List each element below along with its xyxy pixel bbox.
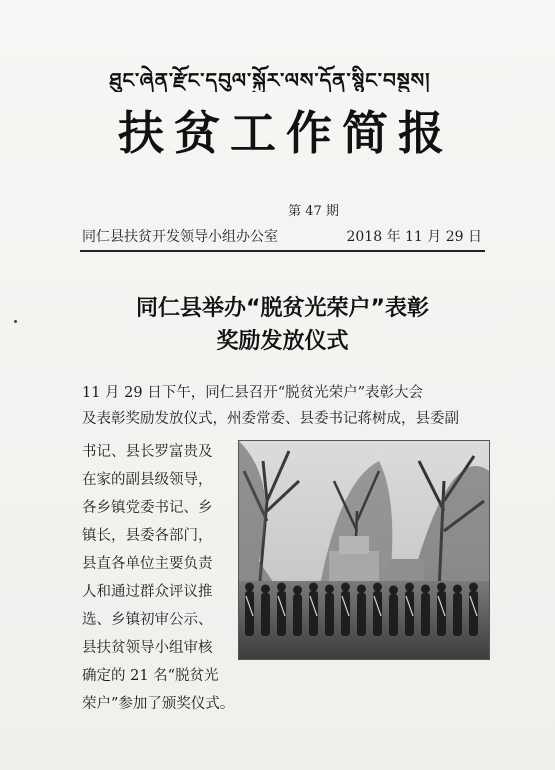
- paragraph-line-9: 选、乡镇初审公示、: [82, 612, 213, 628]
- paragraph-line-11: 确定的 21 名“脱贫光: [82, 668, 219, 684]
- margin-mark: [14, 320, 17, 323]
- paragraph-line-7: 县直各单位主要负责: [82, 556, 213, 572]
- publish-date: 2018 年 11 月 29 日: [346, 229, 482, 245]
- article-title-line-2: 奖励发放仪式: [216, 329, 349, 354]
- issue-number: 第 47 期: [288, 204, 339, 219]
- paragraph-line-12: 荣户”参加了颁奖仪式。: [82, 696, 235, 712]
- issue-number-row: [0, 200, 555, 219]
- paragraph-line-3: 书记、县长罗富贵及: [82, 444, 213, 460]
- header-rule: [80, 250, 485, 252]
- article-title-line-1: 同仁县举办“脱贫光荣户”表彰: [136, 296, 429, 321]
- article-title: [60, 292, 505, 358]
- paragraph-line-1: 11 月 29 日下午，同仁县召开“脱贫光荣户”表彰大会: [82, 385, 424, 401]
- paragraph-line-10: 县扶贫领导小组审核: [82, 640, 213, 656]
- paragraph-line-6: 镇长，县委各部门，: [82, 528, 213, 544]
- paragraph-line-5: 各乡镇党委书记、乡: [82, 500, 213, 516]
- tibetan-title: ཐུང་ཞེན་རྫོང་དབུལ་སྐྱོར་ལས་དོན་སྙིང་བསྡུས།: [109, 68, 431, 92]
- paragraph-line-4: 在家的副县级领导，: [82, 472, 213, 488]
- event-photo: [238, 440, 490, 660]
- event-photo-image: [239, 441, 489, 659]
- paragraph-line-2: 及表彰奖励发放仪式，州委常委、县委书记蒋树成，县委副: [82, 411, 459, 427]
- issuer: 同仁县扶贫开发领导小组办公室: [82, 229, 278, 245]
- paragraph-line-8: 人和通过群众评议推: [82, 584, 213, 600]
- meta-row: [82, 226, 482, 246]
- masthead-title: 扶贫工作简报: [118, 106, 454, 160]
